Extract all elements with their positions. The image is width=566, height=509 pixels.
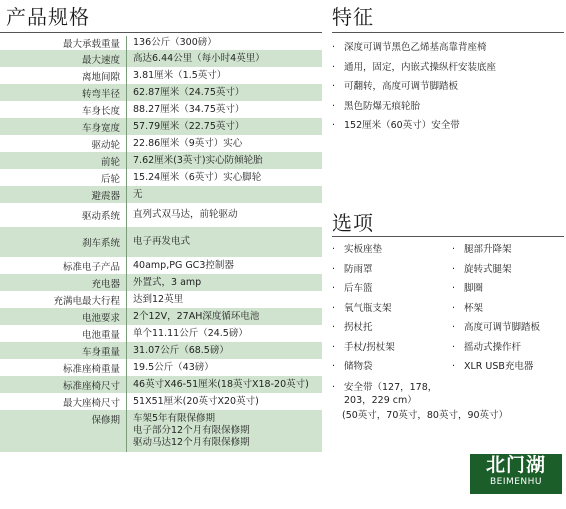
options-title: 选项 — [332, 211, 374, 235]
brand-logo — [470, 454, 562, 494]
spec-value — [127, 257, 323, 274]
bullet-icon: · — [452, 283, 456, 294]
spec-label: 标准座椅重量 — [0, 359, 127, 376]
bullet-icon: · — [452, 322, 456, 333]
spec-label: 标准座椅尺寸 — [0, 376, 127, 393]
feature-item-text: 黑色防爆无痕轮胎 — [344, 100, 421, 112]
spec-value-line: 57.79厘米（22.75英寸） — [133, 120, 245, 132]
feature-item — [332, 81, 562, 101]
bullet-icon: · — [332, 81, 336, 92]
bullet-icon: · — [332, 263, 336, 275]
spec-row — [0, 227, 322, 257]
spec-value-line: 达到12英里 — [133, 293, 184, 305]
option-item-text: 后车篮 — [344, 283, 373, 294]
spec-value-line: 2个12V，27AH深度循环电池 — [133, 310, 260, 322]
bullet-icon: · — [332, 120, 336, 131]
spec-value — [127, 359, 323, 376]
spec-value — [127, 50, 323, 67]
features-title-rule — [332, 32, 564, 33]
bullet-icon: · — [332, 42, 336, 53]
spec-label: 最大座椅尺寸 — [0, 393, 127, 410]
spec-value-line: 40amp,PG GC3控制器 — [133, 259, 234, 271]
feature-item-text: 152厘米（60英寸）安全带 — [344, 120, 460, 131]
spec-value — [127, 169, 323, 186]
spec-label: 驱动轮 — [0, 135, 127, 152]
bullet-icon: · — [332, 341, 336, 353]
option-item-text: 腿部升降架 — [464, 244, 512, 255]
spec-label: 离地间隙 — [0, 67, 127, 84]
spec-value-line: 电子部分12个月有限保修期 — [133, 425, 250, 436]
option-item-text: 旋转式腿架 — [464, 263, 512, 275]
feature-item — [332, 120, 562, 140]
spec-value-line: 7.62厘米(3英寸)实心防倾轮胎 — [133, 154, 263, 166]
feature-item — [332, 62, 562, 82]
spec-value-line: 15.24厘米（6英寸）实心脚轮 — [133, 171, 262, 183]
spec-row — [0, 291, 322, 308]
spec-row — [0, 359, 322, 376]
spec-row — [0, 169, 322, 186]
spec-value — [127, 152, 323, 169]
spec-value-line: 车架5年有限保修期 — [133, 413, 216, 424]
spec-value-line: 88.27厘米（34.75英寸） — [133, 103, 245, 115]
spec-label: 驱动系统 — [0, 203, 127, 227]
spec-value — [127, 135, 323, 152]
spec-value-line: 51X51厘米(20英寸X20英寸) — [133, 395, 259, 407]
option-item-text: 氧气瓶支架 — [344, 302, 392, 314]
bullet-icon: · — [452, 302, 456, 314]
spec-value — [127, 101, 323, 118]
spec-value — [127, 227, 323, 257]
spec-row — [0, 186, 322, 203]
option-item-text: 实板座垫 — [344, 244, 383, 255]
spec-value — [127, 67, 323, 84]
bullet-icon: · — [332, 283, 336, 294]
spec-value-line: 31.07公斤（68.5磅） — [133, 344, 229, 356]
option-item — [452, 283, 564, 303]
spec-row — [0, 308, 322, 325]
spec-row — [0, 67, 322, 84]
option-item — [452, 264, 564, 284]
bullet-icon: · — [332, 302, 336, 314]
spec-label: 电池重量 — [0, 325, 127, 342]
option-item — [452, 342, 564, 362]
spec-value — [127, 84, 323, 101]
bullet-icon: · — [452, 341, 456, 353]
specs-title: 产品规格 — [6, 5, 90, 29]
spec-label: 最大速度 — [0, 50, 127, 67]
spec-label: 刹车系统 — [0, 227, 127, 257]
option-item-text: 摇动式操作杆 — [464, 341, 522, 353]
feature-item — [332, 101, 562, 121]
spec-label: 车身长度 — [0, 101, 127, 118]
feature-item — [332, 42, 562, 62]
spec-row — [0, 135, 322, 152]
spec-value — [127, 203, 323, 227]
seatbelt-line: 安全带（127，178， — [344, 381, 438, 393]
spec-row — [0, 203, 322, 227]
options-list-right — [452, 244, 564, 381]
spec-value — [127, 393, 323, 410]
seatbelt-line: 203，229 cm） — [344, 394, 417, 406]
bullet-icon: · — [332, 100, 336, 112]
feature-item-text: 通用，固定，内嵌式操纵杆安装底座 — [344, 61, 497, 73]
spec-label: 前轮 — [0, 152, 127, 169]
spec-row — [0, 50, 322, 67]
spec-row — [0, 274, 322, 291]
spec-label: 车身宽度 — [0, 118, 127, 135]
bullet-icon: · — [452, 361, 456, 372]
spec-value-line: 无 — [133, 188, 143, 200]
spec-row — [0, 393, 322, 410]
spec-value-line: 直列式双马达，前轮驱动 — [133, 209, 238, 220]
bullet-icon: · — [332, 361, 336, 372]
feature-item-text: 深度可调节黑色乙烯基高靠背座椅 — [344, 42, 487, 53]
option-item-text: 高度可调节脚踏板 — [464, 322, 541, 333]
spec-value-line: 22.86厘米（9英寸）实心 — [133, 137, 243, 149]
spec-row — [0, 36, 322, 50]
option-item-text: 杯架 — [464, 302, 484, 314]
spec-label: 避震器 — [0, 186, 127, 203]
spec-value — [127, 342, 323, 359]
option-item — [452, 303, 564, 323]
spec-value-line: 136公斤（300磅） — [133, 37, 217, 48]
spec-label: 标准电子产品 — [0, 257, 127, 274]
spec-value — [127, 36, 323, 50]
spec-value — [127, 325, 323, 342]
spec-label: 保修期 — [0, 410, 127, 452]
spec-value — [127, 186, 323, 203]
spec-label: 后轮 — [0, 169, 127, 186]
spec-value-line: 外置式，3 amp — [133, 276, 202, 288]
spec-value-line: 电子再发电式 — [133, 236, 191, 247]
spec-label: 最大承载重量 — [0, 36, 127, 50]
option-item — [452, 244, 564, 264]
spec-label: 车身重量 — [0, 342, 127, 359]
spec-label: 充满电最大行程 — [0, 291, 127, 308]
spec-value-line: 46英寸X46-51厘米(18英寸X18-20英寸) — [133, 378, 309, 390]
option-item-text: 脚圈 — [464, 283, 484, 294]
option-item-text: 手杖/拐杖架 — [344, 341, 395, 353]
spec-value — [127, 410, 323, 452]
spec-row — [0, 118, 322, 135]
spec-label: 充电器 — [0, 274, 127, 291]
specs-title-rule — [0, 32, 322, 33]
spec-value — [127, 274, 323, 291]
bullet-icon: · — [332, 244, 336, 255]
features-list — [332, 42, 562, 140]
spec-row — [0, 84, 322, 101]
bullet-icon: · — [452, 263, 456, 275]
logo-chinese-text: 北门湖 — [485, 454, 546, 476]
spec-value — [127, 118, 323, 135]
feature-item-text: 可翻转，高度可调节脚踏板 — [344, 81, 459, 92]
option-item-text: XLR USB充电器 — [464, 361, 534, 372]
spec-row — [0, 101, 322, 118]
bullet-icon: · — [332, 61, 336, 73]
spec-row — [0, 152, 322, 169]
bullet-icon: · — [452, 244, 456, 255]
bullet-icon: · — [332, 322, 336, 333]
spec-value-line: 驱动马达12个月有限保修期 — [133, 437, 250, 448]
spec-value-line: 62.87厘米（24.75英寸） — [133, 86, 245, 98]
option-item-text: 储物袋 — [344, 361, 373, 372]
seatbelt-line: (50英寸，70英寸，80英寸，90英寸） — [342, 409, 509, 421]
spec-value-line: 19.5公斤（43磅） — [133, 361, 214, 373]
spec-label: 转弯半径 — [0, 84, 127, 101]
spec-value-line: 单个11.11公斤（24.5磅） — [133, 327, 248, 339]
spec-row — [0, 257, 322, 274]
spec-row — [0, 376, 322, 393]
option-item — [452, 361, 564, 381]
option-item-text: 防雨罩 — [344, 263, 373, 275]
spec-value — [127, 308, 323, 325]
option-item-text: 拐杖托 — [344, 322, 373, 333]
features-title: 特征 — [332, 5, 374, 29]
options-title-rule — [332, 236, 564, 237]
spec-table — [0, 36, 322, 452]
spec-value — [127, 291, 323, 308]
bullet-icon: · — [332, 381, 336, 393]
option-item-seatbelt — [332, 381, 509, 422]
option-item — [452, 322, 564, 342]
spec-row — [0, 325, 322, 342]
spec-row — [0, 410, 322, 452]
spec-value-line: 高达6.44公里（每小时4英里） — [133, 52, 265, 64]
spec-value-line: 3.81厘米（1.5英寸） — [133, 69, 227, 81]
spec-value — [127, 376, 323, 393]
spec-label: 电池要求 — [0, 308, 127, 325]
spec-row — [0, 342, 322, 359]
logo-english-text: BEIMENHU — [489, 477, 543, 487]
